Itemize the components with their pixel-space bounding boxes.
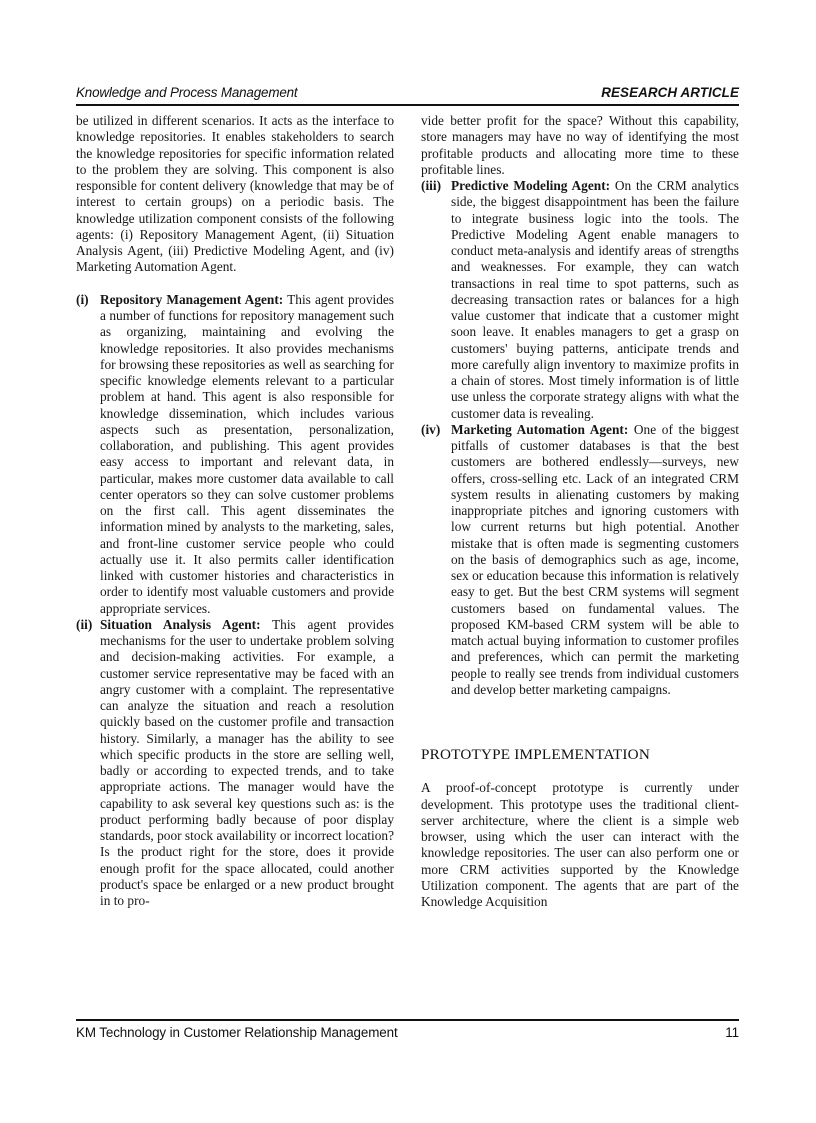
list-marker: (ii) <box>76 616 93 632</box>
running-head <box>76 85 739 100</box>
two-column-body <box>76 113 739 1013</box>
list-item-text <box>451 178 739 422</box>
running-head-article-type: RESEARCH ARTICLE <box>601 85 739 100</box>
list-item-text <box>451 422 739 698</box>
paragraph-prototype-implementation: A proof-of-concept prototype is currently under development. This prototype uses the traditional client-server architecture, where the client is a simple web browser, using which the user can interact with the knowledge repositories. The user can also perform one or more CRM activities supported by the Knowledge Utilization component. The agents that are part of the Knowledge Acquisition <box>421 780 739 909</box>
paragraph-knowledge-utilization: be utilized in different scenarios. It acts as the interface to knowledge repositories. It enables stakeholders to search the knowledge repositories for specific information related to the problem they are solving. This component is also responsible for content delivery (knowledge that may be of interest to certain groups) on a periodic basis. The knowledge utilization component consists of the following agents: (i) Repository Management Agent, (ii) Situation Analysis Agent, (iii) Predictive Modeling Agent, and (iv) Marketing Automation Agent. <box>76 113 394 275</box>
list-item-body: On the CRM analytics side, the biggest disappointment has been the failure to integrate business logic into the tools. The Predictive Modeling Agent enable managers to conduct meta-analysis and identify areas of strengths and weaknesses. For example, they can watch transactions in real time to spot patterns, such as decreasing transaction rates or balances for a high value customer that indicate that a customer might soon leave. It enables managers to get a grasp on customers' buying patterns, anticipate trends and more carefully align inventory to maximize profits in a chain of stores. Most timely information is of little use unless the corporate strategy aligns with what the customer data is revealing. <box>451 178 739 421</box>
list-marker: (iii) <box>421 178 442 193</box>
list-item-body: One of the biggest pitfalls of customer databases is that the best customers are bothered endlessly—surveys, new offers, cross-selling etc. Lack of an integrated CRM system results in alienating customers by making inappropriate pitches and ignoring customers with low current returns but high potential. Another mistake that is often made is segmenting customers on the basis of demographics such as age, income, sex or education because this information is relatively easy to get. But the best CRM systems will segment customers based on fundamental values. The proposed KM-based CRM system will be able to match actual buying information to customer profiles and preferences, which can permit the marketing people to really see trends from individual customers and develop better marketing campaigns. <box>451 421 739 697</box>
agent-list-right <box>421 178 739 698</box>
list-item <box>421 178 739 422</box>
list-item-lead: Situation Analysis Agent: <box>100 616 261 632</box>
list-marker: (i) <box>76 291 89 307</box>
list-item-body: This agent provides mechanisms for the user to undertake problem solving and decision-making activities. For example, a customer service representative may be faced with an angry customer with a complaint. The representative can analyze the situation and reach a resolution quickly based on the customer profile and transaction history. Similarly, a manager has the ability to see which specific products in the store are selling well, badly or according to expected trends, and to take appropriate actions. The manager would have the capability to ask several key questions such as: is the product performing badly because of poor display standards, poor stock availability or incorrect location? Is the product right for the store, does it provide enough profit for the space allocated, could another product's space be enlarged or a new product brought in to pro- <box>100 616 394 908</box>
footer-rule <box>76 1019 739 1021</box>
column-left <box>76 113 394 1013</box>
agent-list-left <box>76 292 394 910</box>
section-heading-prototype-implementation: PROTOTYPE IMPLEMENTATION <box>421 746 651 763</box>
column-right <box>421 113 739 1013</box>
list-marker: (iv) <box>421 421 441 437</box>
list-item-lead: Predictive Modeling Agent: <box>451 178 611 193</box>
footer-article-title: KM Technology in Customer Relationship Management <box>76 1025 398 1040</box>
paragraph-continuation: vide better profit for the space? Without this capability, store managers may have no way of identifying the most profitable products and allocating more time to these profitable lines. <box>421 113 739 177</box>
list-item-lead: Marketing Automation Agent: <box>451 421 629 437</box>
list-item <box>421 422 739 698</box>
list-item <box>76 292 394 617</box>
list-item-lead: Repository Management Agent: <box>100 291 284 307</box>
list-item <box>76 617 394 910</box>
page-footer <box>76 1025 739 1040</box>
page-number: 11 <box>725 1025 739 1040</box>
list-item-text <box>100 292 394 617</box>
running-head-journal-title: Knowledge and Process Management <box>76 85 298 100</box>
list-item-text <box>100 617 394 910</box>
list-item-body: This agent provides a number of functions for repository management such as organizing, maintaining and evolving the knowledge repositories. It also provides mechanisms for browsing these repositories as well as searching for specific knowledge elements relevant to a particular problem at hand. This agent is also responsible for knowledge dissemination, which includes various aspects such as presentation, personalization, collaboration, and publishing. This agent provides easy access to important and relevant data, in particular, makes more customer data available to call center operators so they can solve customer problems on the first call. This agent disseminates the information mined by analysts to the marketing, sales, and front-line customer service people who could actually use it. It also permits caller identification linked with customer histories and characteristics in order to identify most valuable customers and provide appropriate services. <box>100 291 394 616</box>
header-rule <box>76 104 739 106</box>
